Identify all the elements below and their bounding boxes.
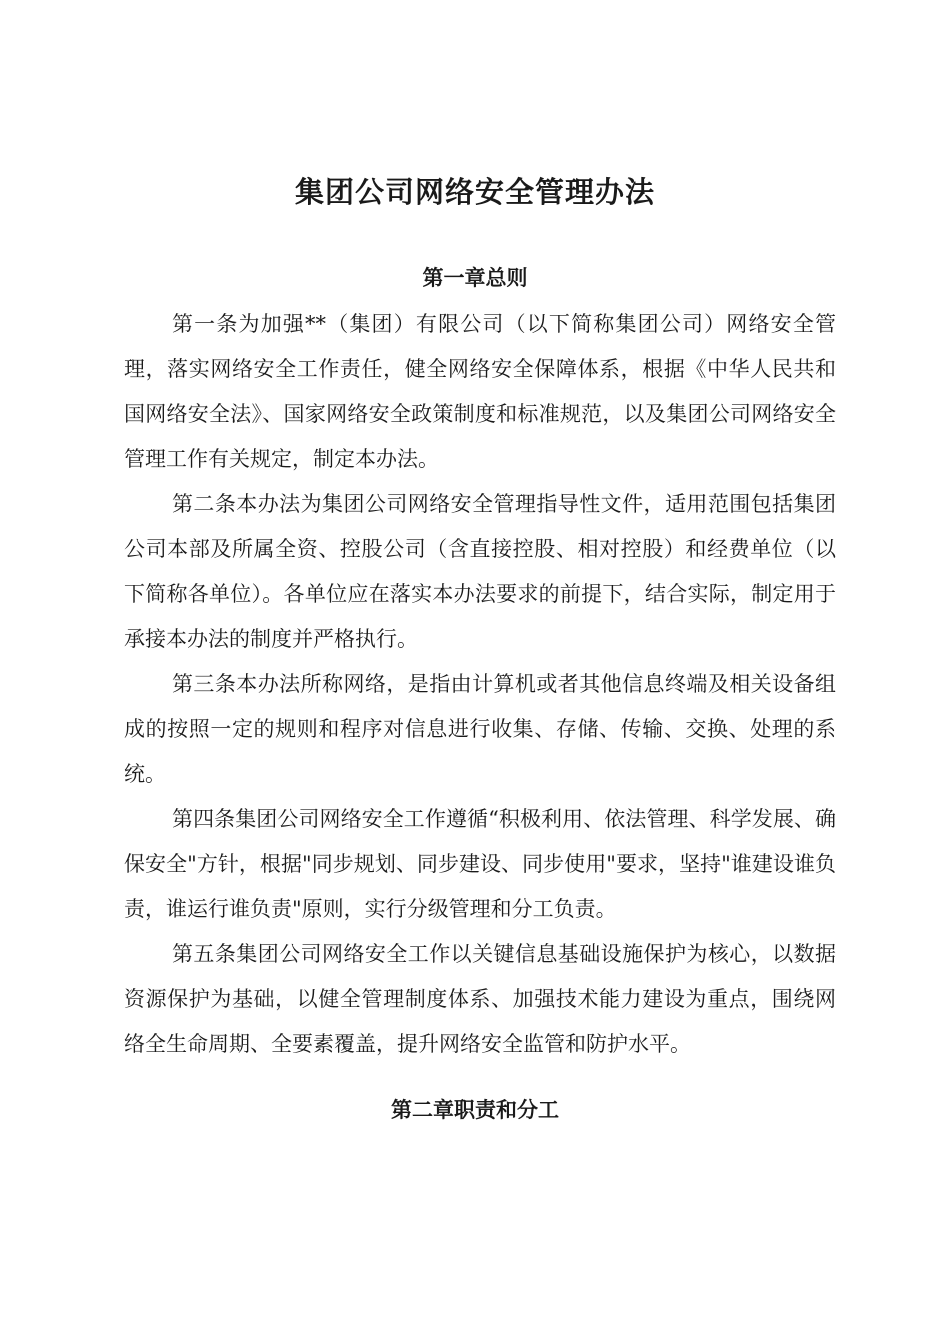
article-1: 第一条为加强**（集团）有限公司（以下简称集团公司）网络安全管理，落实网络安全工作责任，健全网络安全保障体系，根据《中华人民共和国网络安全法》、国家网络安全政策制度和标准规范，以及集团公司网络安全管理工作有关规定，制定本办法。: [124, 312, 836, 471]
chapter-heading-2: 第二章职责和分工: [391, 1097, 559, 1122]
document-title: 集团公司网络安全管理办法: [294, 175, 655, 209]
chapter-heading-1: 第一章总则: [422, 265, 528, 290]
article-3: 第三条本办法所称网络，是指由计算机或者其他信息终端及相关设备组成的按照一定的规则和程序对信息进行收集、存储、传输、交换、处理的系统。: [124, 672, 836, 786]
article-4: 第四条集团公司网络安全工作遵循“积极利用、依法管理、科学发展、确保安全"方针，根据"同步规划、同步建设、同步使用"要求，坚持"谁建设谁负责，谁运行谁负责"原则，实行分级管理和分工负责。: [124, 807, 836, 921]
article-5: 第五条集团公司网络安全工作以关键信息基础设施保护为核心，以数据资源保护为基础，以健全管理制度体系、加强技术能力建设为重点，围绕网络全生命周期、全要素覆盖，提升网络安全监管和防护水平。: [124, 942, 836, 1056]
article-2: 第二条本办法为集团公司网络安全管理指导性文件，适用范围包括集团公司本部及所属全资、控股公司（含直接控股、相对控股）和经费单位（以下简称各单位）。各单位应在落实本办法要求的前提下，结合实际，制定用于承接本办法的制度并严格执行。: [124, 492, 836, 651]
